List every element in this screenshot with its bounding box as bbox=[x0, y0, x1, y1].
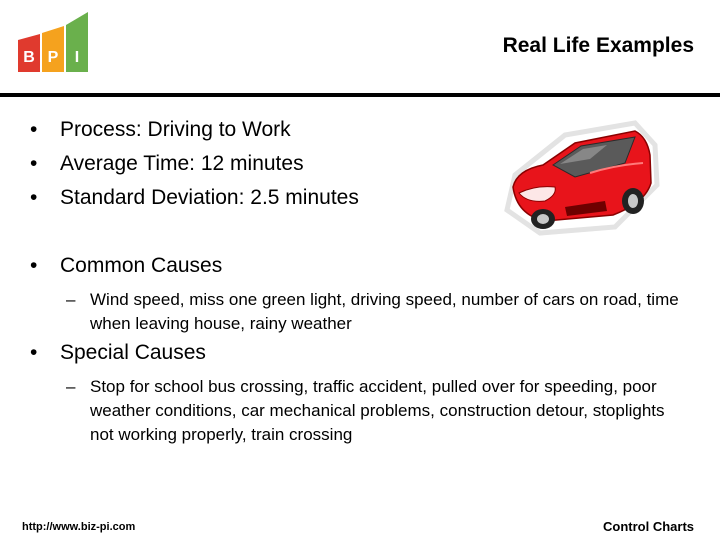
logo-letter-p: P bbox=[47, 49, 59, 66]
logo-letter-i: I bbox=[74, 49, 80, 66]
special-causes-detail: – Stop for school bus crossing, traffic accident, pulled over for speeding, poor weather conditions, car mechanical problems, construction detour, stoplights not working properly, train crossing bbox=[30, 375, 690, 447]
red-car-icon bbox=[495, 115, 665, 245]
common-causes-detail: – Wind speed, miss one green light, driving speed, number of cars on road, time when leaving house, rainy weather bbox=[30, 288, 690, 336]
header-divider bbox=[0, 93, 720, 97]
logo-letter-b: B bbox=[23, 49, 35, 66]
slide-title: Real Life Examples bbox=[502, 34, 694, 57]
special-causes-heading: • Special Causes bbox=[30, 339, 710, 367]
special-causes-section bbox=[30, 339, 710, 447]
bullet-standard-deviation: • Standard Deviation: 2.5 minutes bbox=[30, 181, 500, 215]
bullet-average-time: • Average Time: 12 minutes bbox=[30, 147, 500, 181]
summary-bullets bbox=[30, 113, 500, 215]
bpi-logo bbox=[18, 12, 92, 74]
bullet-process: • Process: Driving to Work bbox=[30, 113, 500, 147]
common-causes-heading: • Common Causes bbox=[30, 252, 710, 280]
common-causes-section bbox=[30, 252, 710, 336]
footer-url: http://www.biz-pi.com bbox=[22, 521, 136, 533]
footer-label: Control Charts bbox=[603, 519, 694, 534]
bpi-logo-graphic bbox=[18, 12, 92, 74]
